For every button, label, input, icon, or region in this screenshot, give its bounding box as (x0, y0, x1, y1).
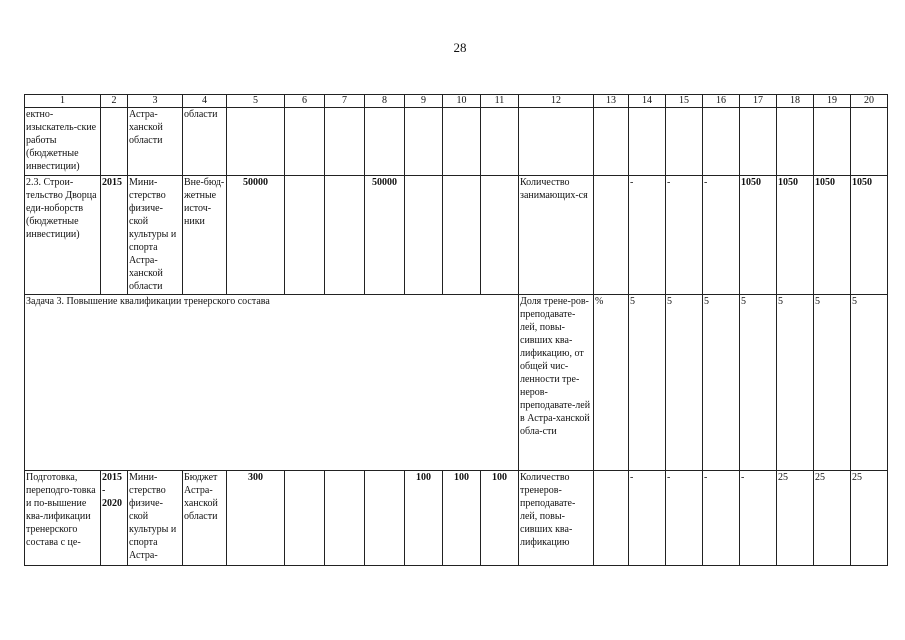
value-cell: - (629, 176, 666, 295)
value-cell: 1050 (851, 176, 888, 295)
value-cell: - (740, 471, 777, 566)
table-cell (481, 108, 519, 176)
header-cell: 1 (25, 95, 101, 108)
table-cell (101, 108, 128, 176)
header-cell: 16 (703, 95, 740, 108)
unit-cell (594, 176, 629, 295)
unit-cell: % (594, 295, 629, 471)
table-cell (814, 108, 851, 176)
table-cell (519, 108, 594, 176)
table-cell (285, 471, 325, 566)
header-cell: 18 (777, 95, 814, 108)
header-cell: 2 (101, 95, 128, 108)
task-title-cell: Задача 3. Повышение квалификации тренерского состава (25, 295, 519, 471)
table-cell (405, 108, 443, 176)
value-cell: - (629, 471, 666, 566)
table-cell (777, 108, 814, 176)
value-cell: 25 (851, 471, 888, 566)
value-cell: 25 (777, 471, 814, 566)
value-cell: 5 (629, 295, 666, 471)
table-cell (851, 108, 888, 176)
table-cell (365, 471, 405, 566)
header-cell: 20 (851, 95, 888, 108)
table-cell (325, 471, 365, 566)
indicator-cell: Количество тренеров-преподавате-лей, повы-сивших ква-лификацию (519, 471, 594, 566)
header-cell: 6 (285, 95, 325, 108)
funding-source-cell: Вне-бюд-жетные источ-ники (183, 176, 227, 295)
table-cell (629, 108, 666, 176)
column-number-row (25, 95, 888, 108)
value-cell: 1050 (814, 176, 851, 295)
header-cell: 12 (519, 95, 594, 108)
value-cell: 25 (814, 471, 851, 566)
table-cell (666, 108, 703, 176)
header-cell: 9 (405, 95, 443, 108)
table-cell (285, 176, 325, 295)
table-cell (703, 108, 740, 176)
unit-cell (594, 471, 629, 566)
table-row-dvorets (25, 176, 888, 295)
year-cell: 2015 (101, 176, 128, 295)
table-cell (365, 108, 405, 176)
executor-cell: Мини-стерство физиче-ской культуры и спорта Астра-ханской области (128, 176, 183, 295)
executor-cell: Мини-стерство физиче-ской культуры и спорта Астра- (128, 471, 183, 566)
amount-cell: 100 (443, 471, 481, 566)
page-number: 28 (453, 40, 467, 55)
amount-total-cell: 50000 (227, 176, 285, 295)
table-cell (443, 176, 481, 295)
funding-source-cell: Бюджет Астра-ханской области (183, 471, 227, 566)
value-cell: 1050 (740, 176, 777, 295)
header-cell: 4 (183, 95, 227, 108)
header-cell: 15 (666, 95, 703, 108)
amount-cell: 100 (405, 471, 443, 566)
header-cell: 14 (629, 95, 666, 108)
header-cell: 8 (365, 95, 405, 108)
value-cell: 5 (851, 295, 888, 471)
header-cell: 5 (227, 95, 285, 108)
header-cell: 3 (128, 95, 183, 108)
value-cell: - (666, 471, 703, 566)
table-cell (594, 108, 629, 176)
value-cell: 5 (814, 295, 851, 471)
amount-cell: 100 (481, 471, 519, 566)
table-cell (227, 108, 285, 176)
event-name-cell: 2.3. Строи-тельство Дворца еди-ноборств (бюджетные инвестиции) (25, 176, 101, 295)
table-row-continuation (25, 108, 888, 176)
table-cell (325, 108, 365, 176)
header-cell: 13 (594, 95, 629, 108)
table-cell (325, 176, 365, 295)
table-cell (285, 108, 325, 176)
header-cell: 11 (481, 95, 519, 108)
value-cell: - (703, 176, 740, 295)
header-cell: 17 (740, 95, 777, 108)
executor-cell: Астра-ханской области (128, 108, 183, 176)
header-cell: 10 (443, 95, 481, 108)
value-cell: 1050 (777, 176, 814, 295)
indicator-cell: Количество занимающих-ся (519, 176, 594, 295)
event-name-cell: Подготовка, переподго-товка и по-вышение ква-лификации тренерского состава с це- (25, 471, 101, 566)
event-name-cell: ектно-изыскатель-ские работы (бюджетные инвестиции) (25, 108, 101, 176)
table-cell (740, 108, 777, 176)
amount-cell: 50000 (365, 176, 405, 295)
table-cell (443, 108, 481, 176)
value-cell: 5 (777, 295, 814, 471)
value-cell: 5 (666, 295, 703, 471)
table-cell (405, 176, 443, 295)
value-cell: 5 (703, 295, 740, 471)
indicator-cell: Доля трене-ров-преподавате-лей, повы-сивших ква-лификацию, от общей чис-ленности тре-неров-преподавате-лей в Астра-ханской обла-сти (519, 295, 594, 471)
value-cell: - (666, 176, 703, 295)
value-cell: 5 (740, 295, 777, 471)
table-row-task3 (25, 295, 888, 471)
table-row-training (25, 471, 888, 566)
amount-total-cell: 300 (227, 471, 285, 566)
funding-source-cell: области (183, 108, 227, 176)
program-table (24, 94, 888, 566)
table-cell (481, 176, 519, 295)
year-cell: 2015 - 2020 (101, 471, 128, 566)
value-cell: - (703, 471, 740, 566)
header-cell: 19 (814, 95, 851, 108)
header-cell: 7 (325, 95, 365, 108)
